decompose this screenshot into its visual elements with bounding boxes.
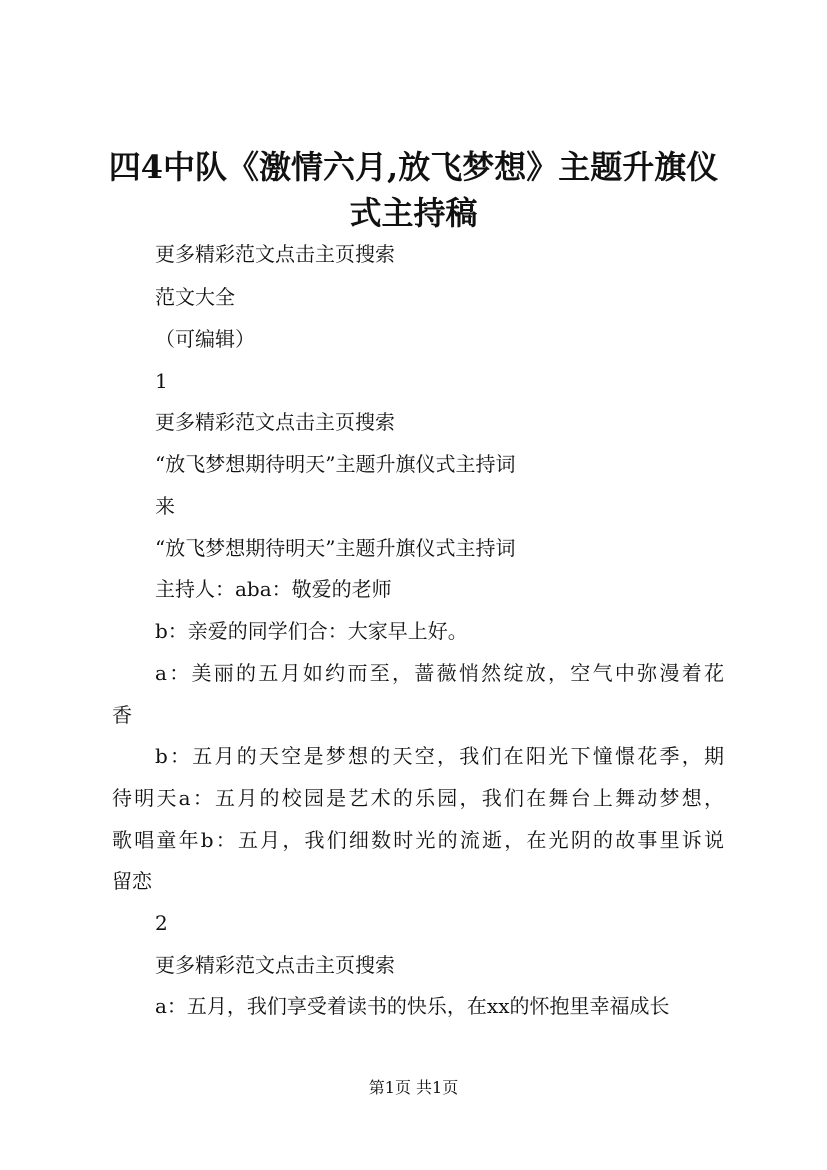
document-title-line-1: 四4中队《激情六月,放飞梦想》主题升旗仪	[108, 148, 719, 186]
page-number-marker: 1	[155, 369, 168, 393]
text-line: 待明天a：五月的校园是艺术的乐园，我们在舞台上舞动梦想，	[112, 786, 724, 810]
text-line: b：五月的天空是梦想的天空，我们在阳光下憧憬花季，期	[155, 744, 724, 768]
text-line: “放飞梦想期待明天”主题升旗仪式主持词	[155, 536, 516, 560]
text-line: 范文大全	[155, 285, 235, 309]
text-line: 更多精彩范文点击主页搜索	[155, 242, 395, 266]
text-line: 留恋	[112, 869, 152, 893]
text-line: 更多精彩范文点击主页搜索	[155, 953, 395, 977]
document-title-line-2: 式主持稿	[349, 194, 478, 232]
page-footer: 第1页 共1页	[368, 1078, 459, 1097]
text-line: 来	[155, 494, 175, 518]
page-number-marker: 2	[155, 911, 168, 935]
text-line: a：五月，我们享受着读书的快乐，在xx的怀抱里幸福成长	[155, 994, 670, 1018]
text-line: 主持人：aba：敬爱的老师	[155, 577, 392, 601]
text-line: 香	[112, 703, 132, 727]
text-line: （可编辑）	[155, 327, 255, 351]
text-line: 歌唱童年b：五月，我们细数时光的流逝，在光阴的故事里诉说	[112, 828, 724, 852]
text-line: “放飞梦想期待明天”主题升旗仪式主持词	[155, 452, 516, 476]
text-line: b：亲爱的同学们合：大家早上好。	[155, 619, 468, 643]
text-line: a：美丽的五月如约而至，蔷薇悄然绽放，空气中弥漫着花	[155, 661, 724, 685]
text-line: 更多精彩范文点击主页搜索	[155, 410, 395, 434]
